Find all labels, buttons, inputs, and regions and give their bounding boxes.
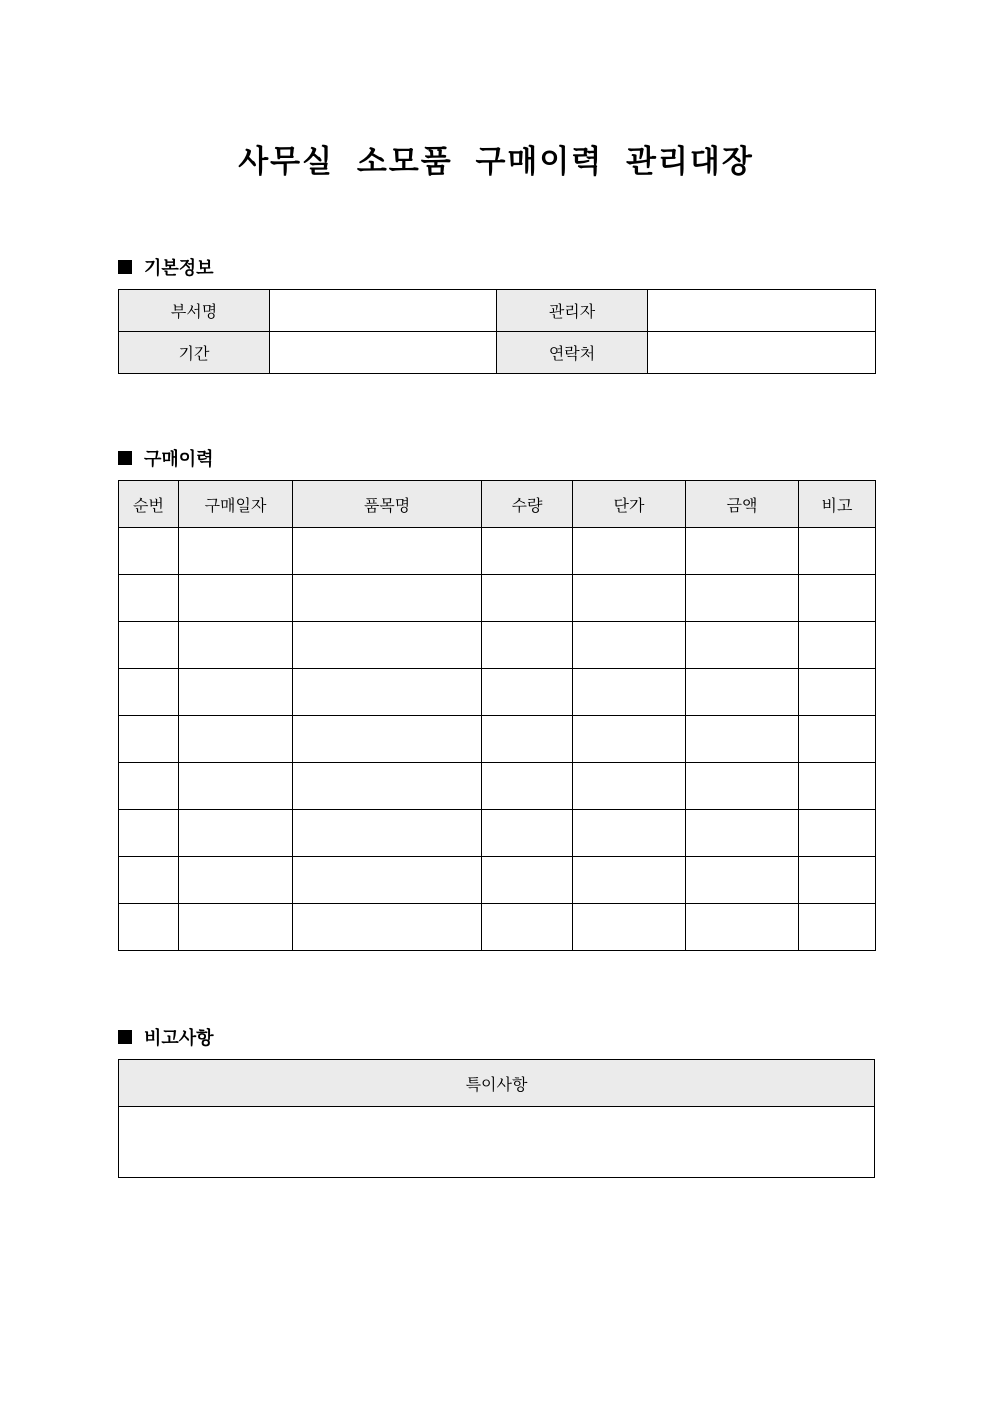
cell-unit-price[interactable] bbox=[573, 669, 686, 716]
cell-quantity[interactable] bbox=[482, 528, 573, 575]
cell-no[interactable] bbox=[119, 622, 179, 669]
cell-item-name[interactable] bbox=[293, 575, 482, 622]
cell-unit-price[interactable] bbox=[573, 857, 686, 904]
cell-item-name[interactable] bbox=[293, 857, 482, 904]
cell-quantity[interactable] bbox=[482, 622, 573, 669]
table-row bbox=[119, 763, 876, 810]
purchase-history-table bbox=[118, 480, 876, 951]
cell-amount[interactable] bbox=[686, 669, 799, 716]
cell-quantity[interactable] bbox=[482, 904, 573, 951]
cell-remarks[interactable] bbox=[799, 716, 876, 763]
column-header-item-name: 품목명 bbox=[293, 481, 482, 528]
cell-quantity[interactable] bbox=[482, 810, 573, 857]
cell-amount[interactable] bbox=[686, 857, 799, 904]
cell-quantity[interactable] bbox=[482, 716, 573, 763]
table-row bbox=[119, 332, 876, 374]
manager-label: 관리자 bbox=[497, 290, 648, 332]
table-row bbox=[119, 716, 876, 763]
cell-unit-price[interactable] bbox=[573, 763, 686, 810]
special-notes-field[interactable] bbox=[119, 1107, 875, 1178]
cell-unit-price[interactable] bbox=[573, 622, 686, 669]
square-bullet-icon bbox=[118, 1030, 132, 1044]
cell-amount[interactable] bbox=[686, 763, 799, 810]
purchase-history-body bbox=[119, 528, 876, 951]
cell-quantity[interactable] bbox=[482, 763, 573, 810]
square-bullet-icon bbox=[118, 451, 132, 465]
manager-field[interactable] bbox=[648, 290, 876, 332]
remarks-table bbox=[118, 1059, 875, 1178]
column-header-no: 순번 bbox=[119, 481, 179, 528]
table-row bbox=[119, 669, 876, 716]
cell-quantity[interactable] bbox=[482, 575, 573, 622]
document-title: 사무실 소모품 구매이력 관리대장 bbox=[238, 144, 754, 180]
cell-purchase-date[interactable] bbox=[179, 669, 293, 716]
cell-purchase-date[interactable] bbox=[179, 763, 293, 810]
cell-no[interactable] bbox=[119, 669, 179, 716]
section-heading-label: 기본정보 bbox=[144, 258, 214, 279]
section-heading-remarks bbox=[118, 1024, 214, 1050]
table-row bbox=[119, 622, 876, 669]
cell-item-name[interactable] bbox=[293, 716, 482, 763]
period-label: 기간 bbox=[119, 332, 270, 374]
cell-remarks[interactable] bbox=[799, 904, 876, 951]
cell-no[interactable] bbox=[119, 810, 179, 857]
cell-unit-price[interactable] bbox=[573, 575, 686, 622]
column-header-remarks: 비고 bbox=[799, 481, 876, 528]
section-heading-label: 구매이력 bbox=[144, 449, 214, 470]
cell-amount[interactable] bbox=[686, 622, 799, 669]
cell-amount[interactable] bbox=[686, 904, 799, 951]
cell-no[interactable] bbox=[119, 716, 179, 763]
cell-unit-price[interactable] bbox=[573, 904, 686, 951]
cell-amount[interactable] bbox=[686, 528, 799, 575]
basic-info-table bbox=[118, 289, 876, 374]
cell-no[interactable] bbox=[119, 857, 179, 904]
cell-item-name[interactable] bbox=[293, 763, 482, 810]
department-field[interactable] bbox=[270, 290, 497, 332]
cell-item-name[interactable] bbox=[293, 528, 482, 575]
contact-label: 연락처 bbox=[497, 332, 648, 374]
special-notes-header: 특이사항 bbox=[119, 1060, 875, 1107]
cell-remarks[interactable] bbox=[799, 857, 876, 904]
cell-purchase-date[interactable] bbox=[179, 528, 293, 575]
table-header-row bbox=[119, 1060, 875, 1107]
cell-quantity[interactable] bbox=[482, 857, 573, 904]
cell-item-name[interactable] bbox=[293, 810, 482, 857]
cell-purchase-date[interactable] bbox=[179, 857, 293, 904]
table-row bbox=[119, 528, 876, 575]
table-row bbox=[119, 575, 876, 622]
table-row bbox=[119, 904, 876, 951]
cell-amount[interactable] bbox=[686, 716, 799, 763]
cell-remarks[interactable] bbox=[799, 810, 876, 857]
cell-remarks[interactable] bbox=[799, 622, 876, 669]
column-header-amount: 금액 bbox=[686, 481, 799, 528]
cell-purchase-date[interactable] bbox=[179, 810, 293, 857]
table-row bbox=[119, 810, 876, 857]
department-label: 부서명 bbox=[119, 290, 270, 332]
column-header-quantity: 수량 bbox=[482, 481, 573, 528]
cell-no[interactable] bbox=[119, 528, 179, 575]
cell-unit-price[interactable] bbox=[573, 716, 686, 763]
cell-purchase-date[interactable] bbox=[179, 904, 293, 951]
table-row bbox=[119, 290, 876, 332]
section-heading-purchase-history bbox=[118, 445, 214, 471]
contact-field[interactable] bbox=[648, 332, 876, 374]
cell-no[interactable] bbox=[119, 575, 179, 622]
cell-item-name[interactable] bbox=[293, 622, 482, 669]
table-row bbox=[119, 1107, 875, 1178]
section-heading-label: 비고사항 bbox=[144, 1028, 214, 1049]
cell-purchase-date[interactable] bbox=[179, 716, 293, 763]
cell-item-name[interactable] bbox=[293, 669, 482, 716]
square-bullet-icon bbox=[118, 260, 132, 274]
cell-remarks[interactable] bbox=[799, 669, 876, 716]
column-header-purchase-date: 구매일자 bbox=[179, 481, 293, 528]
cell-purchase-date[interactable] bbox=[179, 622, 293, 669]
column-header-unit-price: 단가 bbox=[573, 481, 686, 528]
cell-amount[interactable] bbox=[686, 575, 799, 622]
cell-remarks[interactable] bbox=[799, 763, 876, 810]
cell-unit-price[interactable] bbox=[573, 810, 686, 857]
cell-item-name[interactable] bbox=[293, 904, 482, 951]
table-header-row bbox=[119, 481, 876, 528]
cell-purchase-date[interactable] bbox=[179, 575, 293, 622]
cell-remarks[interactable] bbox=[799, 528, 876, 575]
cell-quantity[interactable] bbox=[482, 669, 573, 716]
cell-unit-price[interactable] bbox=[573, 528, 686, 575]
cell-no[interactable] bbox=[119, 763, 179, 810]
section-heading-basic-info bbox=[118, 254, 214, 280]
cell-no[interactable] bbox=[119, 904, 179, 951]
table-row bbox=[119, 857, 876, 904]
period-field[interactable] bbox=[270, 332, 497, 374]
cell-amount[interactable] bbox=[686, 810, 799, 857]
cell-remarks[interactable] bbox=[799, 575, 876, 622]
